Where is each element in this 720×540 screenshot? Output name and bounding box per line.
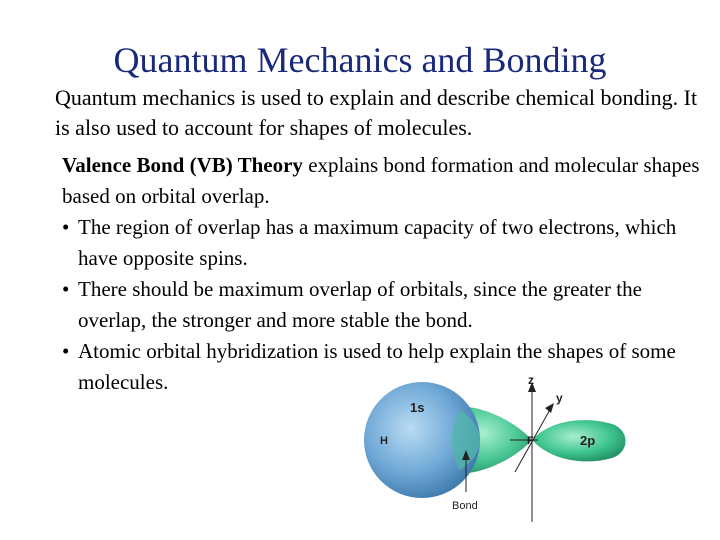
vb-lead [62, 150, 702, 212]
bullet-marker: • [62, 277, 70, 301]
label-h: H [380, 435, 388, 447]
orbital-overlap-diagram [360, 372, 640, 522]
bullet-marker: • [62, 339, 70, 363]
y-axis-arrow [545, 403, 554, 413]
bullet-text: Atomic orbital hybridization is used to help explain the shapes of some molecules. [78, 339, 676, 394]
list-item [62, 212, 702, 274]
label-bond: Bond [452, 500, 478, 512]
bullet-text: There should be maximum overlap of orbitals, since the greater the overlap, the stronger and more stable the bond. [78, 277, 642, 332]
vb-term: Valence Bond (VB) Theory [62, 153, 303, 177]
vb-theory-section [62, 150, 702, 398]
bullet-list [62, 212, 702, 398]
bullet-text: The region of overlap has a maximum capacity of two electrons, which have opposite spins. [78, 215, 677, 270]
slide-title: Quantum Mechanics and Bonding [113, 40, 607, 80]
intro-paragraph: Quantum mechanics is used to explain and describe chemical bonding. It is also used to account for shapes of molecules. [55, 85, 698, 140]
list-item [62, 274, 702, 336]
label-2p: 2p [580, 433, 596, 448]
vb-description: explains bond formation and molecular shapes based on orbital overlap. [62, 153, 700, 208]
label-f: F [527, 435, 534, 447]
bullet-marker: • [62, 215, 70, 239]
label-y: y [556, 391, 563, 405]
p-orbital-lobe-right [532, 420, 626, 461]
label-1s: 1s [410, 400, 425, 415]
label-z: z [528, 373, 534, 387]
